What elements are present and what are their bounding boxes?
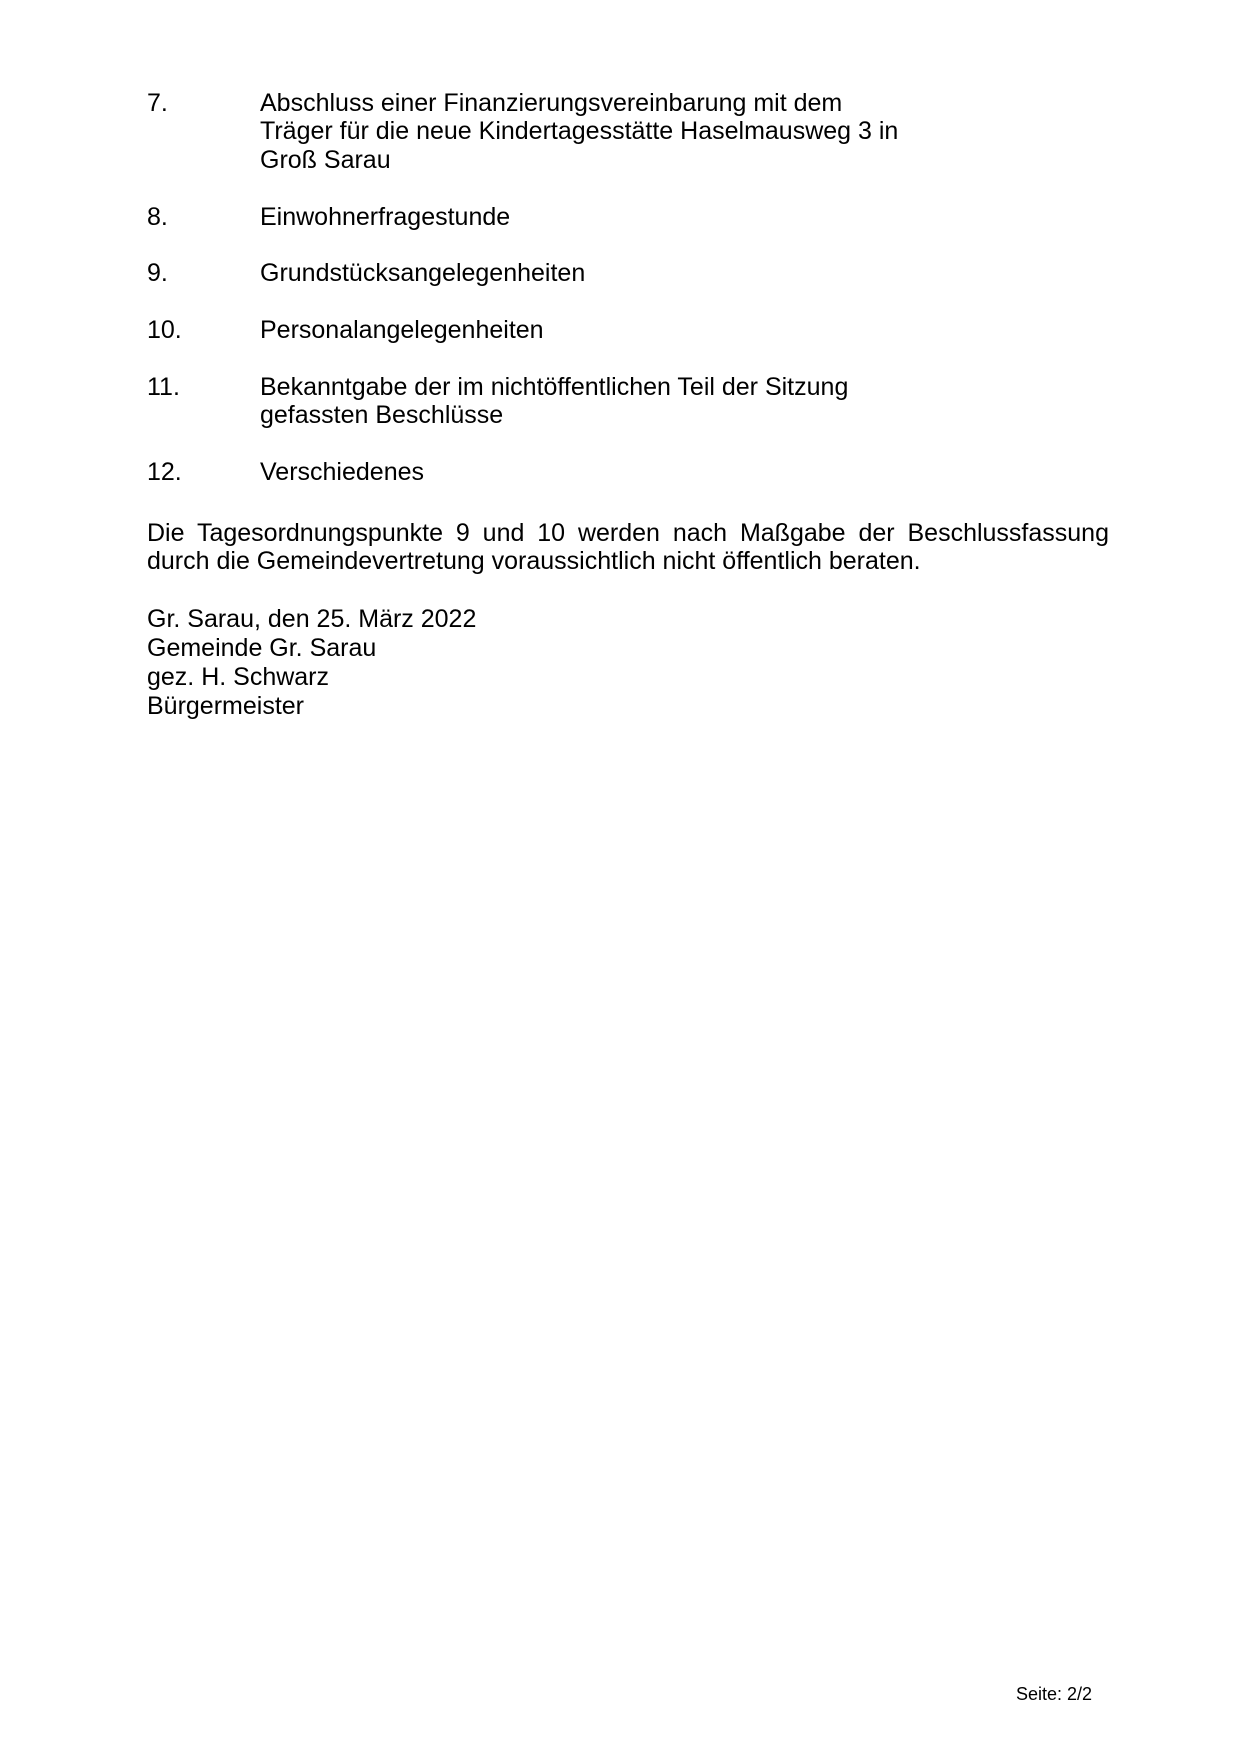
agenda-item-text: [260, 203, 1109, 231]
signature-place-date: Gr. Sarau, den 25. März 2022: [147, 605, 477, 634]
agenda-item: [147, 316, 1109, 344]
agenda-list: [147, 89, 1109, 487]
agenda-item: [147, 373, 1109, 430]
agenda-item-text-line: Träger für die neue Kindertagesstätte Haselmausweg 3 in: [260, 117, 899, 146]
agenda-item-text-line: Bekanntgabe der im nichtöffentlichen Teil der Sitzung: [260, 373, 849, 401]
agenda-item: [147, 259, 1109, 287]
page-number-label: Seite: 2/2: [1015, 1684, 1092, 1704]
agenda-item-number: 8.: [147, 202, 168, 231]
agenda-content: [147, 0, 1109, 721]
note-line-2: durch die Gemeindevertretung voraussichtlich nicht öffentlich beraten.: [147, 547, 921, 576]
agenda-item-text: [260, 458, 1109, 486]
signature-role: Bürgermeister: [147, 692, 304, 721]
agenda-item-text-line: Einwohnerfragestunde: [260, 202, 511, 231]
agenda-item: [147, 89, 1109, 174]
agenda-item-number: 9.: [147, 259, 168, 288]
agenda-item-text: [260, 373, 1109, 430]
agenda-item-text-line: Groß Sarau: [260, 145, 391, 174]
agenda-item-number: 10.: [147, 316, 182, 345]
agenda-item-number: 12.: [147, 458, 182, 487]
signature-signed-by: gez. H. Schwarz: [147, 663, 330, 692]
agenda-item-text-line: Personalangelegenheiten: [260, 316, 544, 345]
agenda-item-text: [260, 316, 1109, 344]
agenda-item-text: [260, 89, 1109, 174]
agenda-item-number: 11.: [147, 373, 180, 401]
agenda-item-text-line: Verschiedenes: [260, 458, 425, 487]
note-line-1: Die Tagesordnungspunkte 9 und 10 werden nach Maßgabe der Beschlussfassung: [147, 518, 1109, 547]
agenda-item-text-line: Abschluss einer Finanzierungsvereinbarung mit dem: [260, 89, 843, 117]
agenda-item: [147, 458, 1109, 486]
agenda-item-number: 7.: [147, 89, 168, 117]
agenda-item-text-line: Grundstücksangelegenheiten: [260, 259, 586, 288]
agenda-item-text: [260, 259, 1109, 287]
agenda-item-text-line: gefassten Beschlüsse: [260, 401, 504, 430]
signature-municipality: Gemeinde Gr. Sarau: [147, 634, 377, 663]
note-paragraph: [147, 519, 1109, 576]
agenda-item: [147, 203, 1109, 231]
page-footer: [1016, 1683, 1092, 1705]
signature-block: [147, 605, 1109, 721]
